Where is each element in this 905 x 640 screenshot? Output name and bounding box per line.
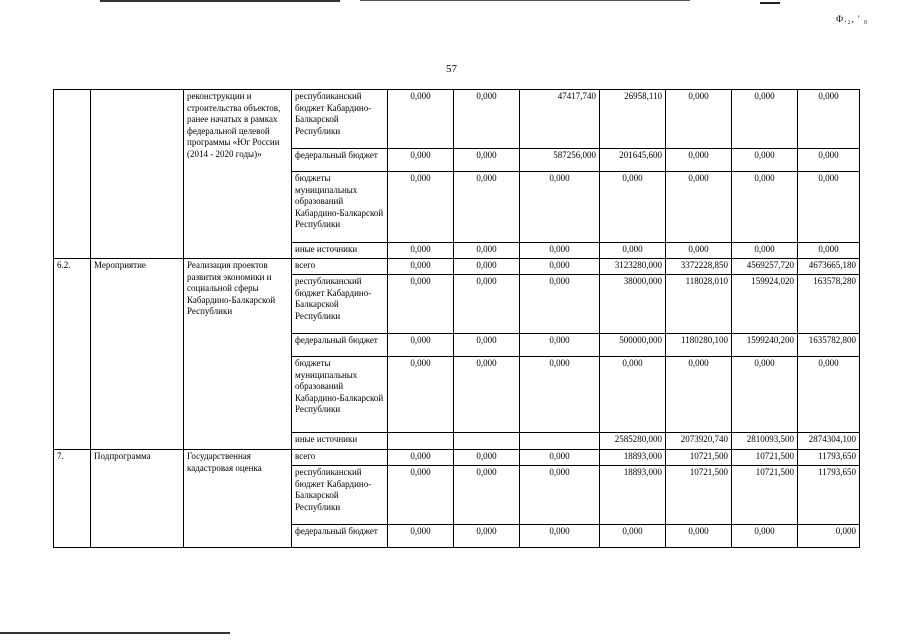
cell-value: 0,000 (454, 243, 520, 259)
cell-value: 0,000 (520, 357, 600, 433)
cell-source: республиканский бюджет Кабардино-Балкарской Республики (292, 90, 388, 149)
cell-value: 0,000 (600, 243, 666, 259)
cell-value: 0,000 (600, 172, 666, 243)
cell-value: 118028,010 (666, 275, 732, 334)
cell-value: 0,000 (798, 243, 860, 259)
cell-value: 11793,650 (798, 450, 860, 466)
cell-value: 0,000 (388, 334, 454, 357)
cell-value: 10721,500 (732, 450, 798, 466)
scan-line-top (100, 0, 340, 2)
cell-value: 0,000 (388, 275, 454, 334)
cell-name: Реализация проектов развития экономики и социальной сферы Кабардино-Балкарской Республики (184, 259, 292, 450)
cell-value: 4673665,180 (798, 259, 860, 275)
cell-value: 159924,020 (732, 275, 798, 334)
cell-source: федеральный бюджет (292, 149, 388, 172)
cell-value: 0,000 (600, 525, 666, 548)
cell-value: 26958,110 (600, 90, 666, 149)
cell-value: 0,000 (454, 450, 520, 466)
cell-number (54, 90, 91, 259)
cell-source: всего (292, 450, 388, 466)
cell-value: 500000,000 (600, 334, 666, 357)
cell-value: 201645,600 (600, 149, 666, 172)
cell-value: 10721,500 (666, 450, 732, 466)
cell-value: 0,000 (520, 243, 600, 259)
cell-source: республиканский бюджет Кабардино-Балкарской Республики (292, 275, 388, 334)
cell-value: 18893,000 (600, 450, 666, 466)
scan-line-top-2 (360, 0, 690, 1)
cell-value: 0,000 (454, 334, 520, 357)
cell-name: Государственная кадастровая оценка (184, 450, 292, 548)
cell-value: 0,000 (666, 149, 732, 172)
cell-value: 0,000 (388, 525, 454, 548)
cell-value: 0,000 (388, 90, 454, 149)
table-row (54, 450, 860, 466)
cell-value: 0,000 (454, 466, 520, 525)
cell-value: 0,000 (666, 172, 732, 243)
cell-value: 0,000 (798, 525, 860, 548)
cell-value: 0,000 (666, 90, 732, 149)
cell-value: 0,000 (732, 357, 798, 433)
cell-value: 18893,000 (600, 466, 666, 525)
cell-type (91, 90, 184, 259)
cell-value: 0,000 (454, 275, 520, 334)
table-row (54, 90, 860, 149)
handwritten-mark: Ф.₂, ' ₀ (836, 14, 869, 24)
cell-value: 0,000 (732, 243, 798, 259)
cell-source: иные источники (292, 433, 388, 450)
cell-value: 0,000 (520, 172, 600, 243)
cell-value: 0,000 (388, 259, 454, 275)
cell-value: 0,000 (454, 525, 520, 548)
cell-value: 0,000 (798, 357, 860, 433)
cell-value: 0,000 (520, 450, 600, 466)
cell-number: 6.2. (54, 259, 91, 450)
cell-value: 47417,740 (520, 90, 600, 149)
cell-value: 0,000 (520, 334, 600, 357)
cell-value (520, 433, 600, 450)
cell-value: 0,000 (388, 466, 454, 525)
cell-value: 0,000 (388, 357, 454, 433)
cell-value: 0,000 (600, 357, 666, 433)
cell-value: 0,000 (798, 90, 860, 149)
cell-value: 1599240,200 (732, 334, 798, 357)
cell-value: 10721,500 (732, 466, 798, 525)
cell-value: 0,000 (732, 172, 798, 243)
cell-value (454, 433, 520, 450)
cell-value: 0,000 (520, 275, 600, 334)
cell-value: 2810093,500 (732, 433, 798, 450)
cell-value: 4569257,720 (732, 259, 798, 275)
cell-source: всего (292, 259, 388, 275)
cell-value: 0,000 (388, 450, 454, 466)
cell-value: 38000,000 (600, 275, 666, 334)
cell-value: 0,000 (798, 149, 860, 172)
cell-source: республиканский бюджет Кабардино-Балкарской Республики (292, 466, 388, 525)
cell-value: 2073920,740 (666, 433, 732, 450)
cell-source: бюджеты муниципальных образований Кабардино-Балкарской Республики (292, 172, 388, 243)
cell-value: 0,000 (388, 172, 454, 243)
cell-value: 0,000 (388, 149, 454, 172)
cell-value: 587256,000 (520, 149, 600, 172)
scan-line-bottom (0, 632, 230, 634)
cell-value: 0,000 (454, 357, 520, 433)
cell-value: 0,000 (454, 90, 520, 149)
cell-value: 0,000 (388, 243, 454, 259)
cell-value: 1180280,100 (666, 334, 732, 357)
cell-value: 0,000 (732, 90, 798, 149)
cell-source: федеральный бюджет (292, 334, 388, 357)
cell-value: 0,000 (520, 259, 600, 275)
cell-value: 2585280,000 (600, 433, 666, 450)
cell-value: 0,000 (732, 525, 798, 548)
cell-value: 0,000 (520, 466, 600, 525)
cell-number: 7. (54, 450, 91, 548)
cell-source: федеральный бюджет (292, 525, 388, 548)
cell-value: 0,000 (666, 357, 732, 433)
cell-value: 0,000 (798, 172, 860, 243)
cell-value: 0,000 (666, 525, 732, 548)
budget-table (53, 89, 860, 548)
cell-value: 0,000 (454, 172, 520, 243)
page-number: 57 (446, 63, 457, 75)
cell-value: 0,000 (454, 149, 520, 172)
cell-value: 2874304,100 (798, 433, 860, 450)
cell-name: реконструкции и строительства объектов, ранее начатых в рамках федеральной целевой программы «Юг России (2014 - 2020 годы)» (184, 90, 292, 259)
cell-type: Подпрограмма (91, 450, 184, 548)
cell-value: 163578,280 (798, 275, 860, 334)
cell-type: Мероприятие (91, 259, 184, 450)
cell-value: 3372228,850 (666, 259, 732, 275)
cell-source: бюджеты муниципальных образований Кабардино-Балкарской Республики (292, 357, 388, 433)
cell-value: 0,000 (520, 525, 600, 548)
cell-source: иные источники (292, 243, 388, 259)
cell-value: 11793,650 (798, 466, 860, 525)
cell-value: 0,000 (454, 259, 520, 275)
cell-value: 0,000 (732, 149, 798, 172)
cell-value (388, 433, 454, 450)
cell-value: 1635782,800 (798, 334, 860, 357)
cell-value: 10721,500 (666, 466, 732, 525)
scan-mark-top (760, 2, 780, 4)
table-row (54, 259, 860, 275)
cell-value: 3123280,000 (600, 259, 666, 275)
cell-value: 0,000 (666, 243, 732, 259)
